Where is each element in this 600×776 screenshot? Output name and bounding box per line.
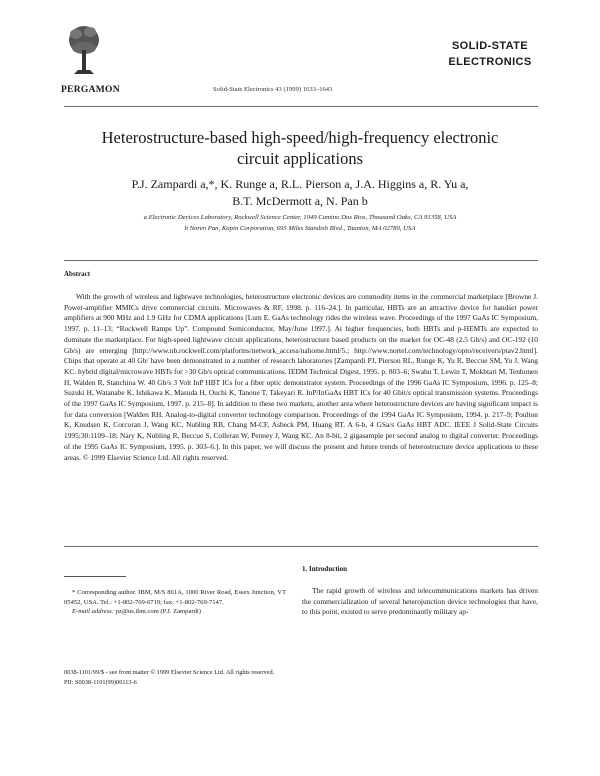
abstract-top-rule [64,260,538,261]
affiliation-a: a Electronic Devices Laboratory, Rockwell Science Center, 1049 Camino Dos Rios, Thousand Oaks, CA 91358, USA [143,214,457,221]
footnote-rule [64,576,126,577]
journal-name [430,38,550,70]
abstract-body [64,292,538,463]
pii-line: PII: S0038-1101(99)00113-6 [64,679,137,686]
header-rule [64,106,538,107]
introduction-heading: 1. Introduction [302,565,347,573]
authors-line2: B.T. McDermott a, N. Pan b [232,194,368,208]
introduction-body [302,586,538,618]
abstract-text: With the growth of wireless and lightwave technologies, heterostructure electronic devices are commodity items in the commercial marketplace [Browne J. Power-amplifier MMICs drive commercial circuits. Microwaves & RF, 1998. p. 116–24.]. In particular, HBTs are an attractive device for handset power amplifiers at 900 MHz and 1.9 GHz for CDMA applications [Lum E. GaAs technology rides the wireless wave. Proceedings of the 1997 GaAs IC Symposium, 1997. p. 11–13; “Rockwell Ramps Up”. Compound Semiconductor, May/June 1997.]. At higher frequencies, both HBTs and p-HEMTs are expected to dominate the marketplace. For high-speed lightwave circuit applications, heterostructure based products on the market for OC-48 (2.5 Gb/s) and OC-192 (10 Gb/s) are emerging [http://www.nb.rockwell.com/platforms/network_access/nahome.html/5.; http://www.nortel.com/technology/opto/receivers/ptav2.html]. Chips that operate at 40 Gb/ have been demonstrated in a number of research laboratories [Zampardi PJ, Pierson RL, Runge K, Yu R, Beccue SM, Yu J, Wang KC. hybrid digital/microwave HBTs for >30 Gb/s optical communications. IEDM Technical Digest, 1995. p. 803–6; Swahn T, Lewin T, Mokhtari M, Tenhunen H, Walden R, Stanchina W. 40 Gb/s 3 Volt InP HBT ICs for a fiber optic demonstrator system. Proceedings of the 1996 GaAs IC Symposium, 1996. p. 125–8; Suzuki H, Watanabe K, Ishikawa K, Masuda H, Ouchi K, Tanoue T, Takeyari R. InP/InGaAs HBT ICs for 40 Gbit/s optical transmission systems. Proceedings of the 1997 GaAs IC Symposium, 1997. p. 215–8]. In addition to these two markets, another area where heterostructure devices are having significant impact is for data conversion [Walden RH. Analog-to-digital convertor technology comparison. Proceedings of the 1994 GaAs IC Symposium, 1994. p. 217–9; Poulton K, Knudsen K, Corcoran J, Wang KC, Nubling RB, Chang M-CF, Asbeck PM, Huang RT. A 6-b, 4 GSa/s GaAs HBT ADC. IEEE J Solid-State Circuits 1995;30:1109–18; Nary K, Nubling R, Beccue S, Colleran W, Penney J, Wang KC. An 8-bit, 2 gigasample per second analog to digital converter. Proceedings of the 1995 GaAs IC Symposium, 1995. p. 303–6.]. In this paper, we will discuss the present and future trends of heterostructure device applications to these areas. © 1999 Elsevier Science Ltd. All rights reserved. [64,292,538,462]
copyright-block [64,668,324,688]
affiliations [50,212,550,234]
introduction-text: The rapid growth of wireless and telecommunications markets has driven the commercialization of several heterojunction device technologies that have, to this point, existed to serve predominantly military ap- [302,586,538,617]
journal-name-line1: SOLID-STATE [451,40,529,52]
title-line1: Heterostructure-based high-speed/high-frequency electronic [101,128,499,147]
title-line2: circuit applications [237,149,363,168]
email-line [64,607,286,617]
authors-line1: P.J. Zampardi a,*, K. Runge a, R.L. Pierson a, J.A. Higgins a, R. Yu a, [131,177,469,191]
abstract-bottom-rule [64,546,538,547]
journal-name-line2: ELECTRONICS [448,56,532,68]
email-address: pz@us.ibm.com (P.J. Zampardi) [115,608,201,616]
author-list [50,176,550,210]
copyright-line: 0038-1101/99/$ - see front matter © 1999 Elsevier Science Ltd. All rights reserved. [64,669,275,676]
corresponding-author-text: * Corresponding author. IBM, M/S 861A, 1000 River Road, Essex Junction, VT 05452, USA. Tel.: +1-802-769-6719; fax: +1-802-769-7147. [64,589,286,606]
journal-reference: Solid-State Electronics 43 (1999) 1633–1643 [213,86,333,93]
pergamon-tree-logo-icon [64,22,104,82]
publisher-name: PERGAMON [61,85,120,95]
paper-title [50,127,550,169]
abstract-heading: Abstract [64,270,91,278]
email-label: E-mail address: [72,608,115,616]
corresponding-author-footnote [64,588,286,617]
affiliation-b: b Noren Pan, Kopin Corporation, 695 Miles Standish Blvd., Taunton, MA 02780, USA [184,225,416,232]
